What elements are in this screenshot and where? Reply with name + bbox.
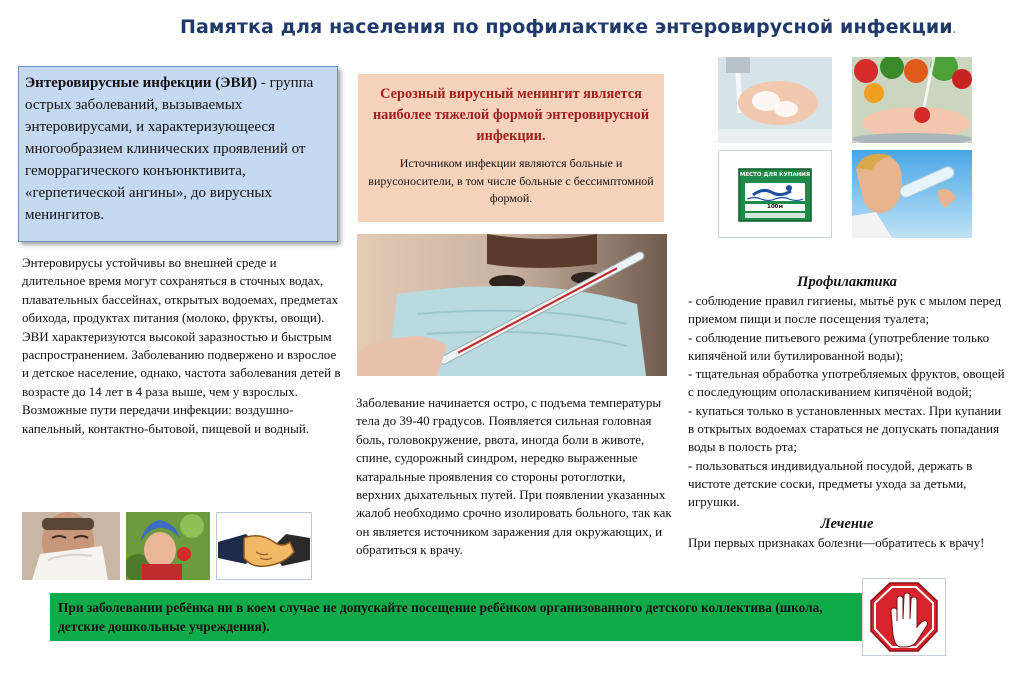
- handshake-image: [216, 512, 312, 580]
- sneezing-person-image: [22, 512, 120, 580]
- left-paragraph: Энтеровирусы устойчивы во внешней среде и длительное время могут сохраняться в сточных водах, плавательных бассейнах, открытых водоемах, предметах обихода, продуктах питания (молоко, фрукты, овощи).: [22, 255, 339, 326]
- definition-text: - группа острых заболеваний, вызываемых энтеровирусами, и характеризующееся многообразием клинических проявлений от геморрагического конъюнктивита, «герпетической ангины», до вирусных менингитов.: [25, 75, 314, 223]
- definition-term: Энтеровирусные инфекции (ЭВИ): [25, 75, 258, 91]
- warning-banner: При заболевании ребёнка ни в коем случае не допускайте посещение ребёнком организованного детского коллектива (школа, детские дошкольные учреждения).: [50, 593, 864, 641]
- washing-vegetables-image: [852, 57, 972, 143]
- meningitis-heading: Серозный вирусный менингит является наиболее тяжелой формой энтеровирусной инфекции.: [372, 86, 650, 144]
- prevention-item: - купаться только в установленных местах. При купании в открытых водоемах стараться не допускать попадания воды в полость рта;: [688, 402, 1002, 455]
- stop-hand-icon: [862, 578, 946, 656]
- meningitis-subtext: Источником инфекции являются больные и вирусоносители, в том числе больные с бессимптомной формой.: [368, 156, 654, 205]
- treatment-heading: Лечение: [820, 515, 874, 532]
- left-text-column: [22, 254, 342, 438]
- bathing-place-sign-image: [718, 150, 832, 238]
- prevention-item: - пользоваться индивидуальной посудой, держать в чистоте детские соски, предметы ухода за детьми, игрушки.: [688, 457, 973, 510]
- symptoms-text: Заболевание начинается остро, с подъема температуры тела до 39-40 градусов. Появляется сильная головная боль, головокружение, рвота, иногда боли в животе, спине, судорожный синдром, нередко выраженные катаральные проявления со стороны ротоглотки, верхних дыхательных путей. При появлении указанных жалоб необходимо срочно изолировать больного, так как он является источником заражения для окружающих, и обратиться к врачу.: [356, 395, 672, 558]
- prevention-section: [688, 272, 1006, 552]
- sign-caption: МЕСТО ДЛЯ КУПАНИЯ: [739, 172, 811, 178]
- sign-distance: 100м: [767, 204, 783, 210]
- thermometer-mask-image: [357, 234, 667, 376]
- meningitis-box: [358, 74, 664, 222]
- treatment-text: При первых признаках болезни—обратитесь к врачу!: [688, 534, 985, 550]
- page-title: Памятка для населения по профилактике энтеровирусной инфекции.: [180, 16, 957, 38]
- title-dot: .: [952, 26, 957, 36]
- child-with-apple-image: [126, 512, 210, 580]
- prevention-heading: Профилактика: [797, 274, 897, 290]
- prevention-item: - соблюдение правил гигиены, мытьё рук с мылом перед приемом пищи и после посещения туалета;: [688, 293, 1002, 327]
- left-paragraph: ЭВИ характеризуются высокой заразностью и быстрым распространением. Заболеванию подвержено и взрослое и детское население, однако, частота заболевания детей в возрасте до 14 лет в 4 раза выше, чем у взрослых. Возможные пути передачи инфекции: воздушно-капельный, контактно-бытовой, пищевой и водный.: [22, 328, 341, 436]
- hand-washing-image: [718, 57, 832, 143]
- drinking-water-image: [852, 150, 972, 238]
- prevention-item: - тщательная обработка употребляемых фруктов, овощей с последующим ополаскиванием кипячёной водой;: [688, 366, 1005, 400]
- definition-box: [18, 66, 338, 242]
- prevention-item: - соблюдение питьевого режима (употребление только кипячёной или бутилированной воды);: [688, 329, 990, 363]
